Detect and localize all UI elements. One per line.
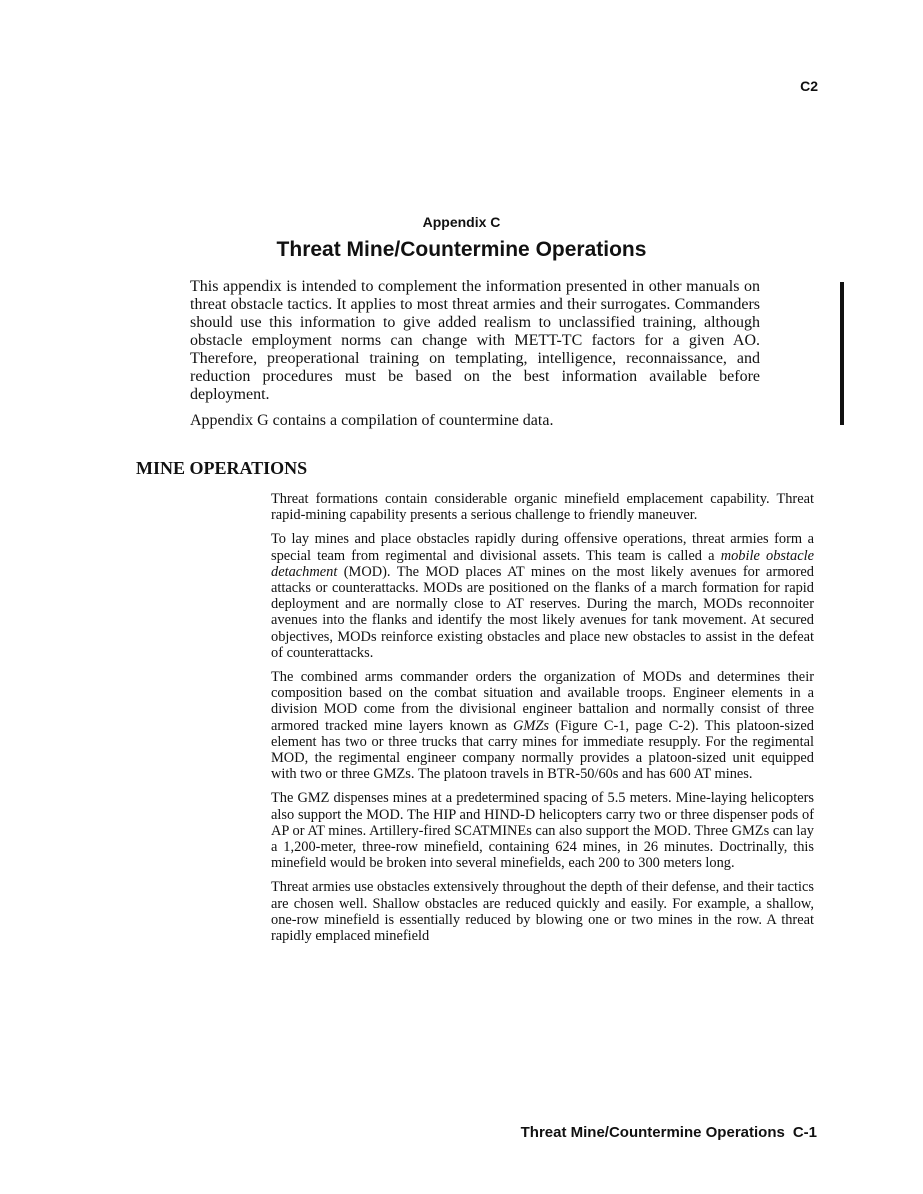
- body-paragraph: The GMZ dispenses mines at a predetermined spacing of 5.5 meters. Mine-laying helicopters also support the MOD. The HIP and HIND-D helicopters carry two or three dispenser pods of AP or AT mines. Artillery-fired SCATMINEs can also support the MOD. Three GMZs can lay a 1,200-meter, three-row minefield, containing 624 mines, in 26 minutes. Doctrinally, this minefield would be broken into several minefields, each 200 to 300 meters long.: [271, 790, 814, 872]
- page-title: Threat Mine/Countermine Operations: [276, 238, 647, 261]
- change-bar: [840, 282, 844, 425]
- section-heading: MINE OPERATIONS: [136, 458, 308, 478]
- page-footer: [521, 1124, 817, 1141]
- text-run: (Figure C-1, page C-2). This platoon-sized element has two or three trucks that carry mines for immediate resupply. For the regimental MOD, the regimental engineer company normally provides a platoon-sized unit equipped with two or three GMZs. The platoon travels in BTR-50/60s and has 600 AT mines.: [271, 717, 814, 783]
- italic-term: mobile obstacle detachment: [271, 547, 814, 580]
- text-run: The combined arms commander orders the organization of MODs and determines their composition based on the combat situation and available troops. Engineer elements in a division MOD come from the divisional engineer battalion and normally consist of three armored tracked mine layers known as: [271, 669, 814, 734]
- body-paragraph: Threat armies use obstacles extensively throughout the depth of their defense, and their tactics are chosen well. Shallow obstacles are reduced quickly and easily. For example, a shallow, one-row minefield is essentially reduced by blowing one or two mines in the row. A threat rapidly emplaced minefield: [271, 879, 814, 945]
- page-marker: C2: [800, 78, 818, 94]
- intro-paragraph: This appendix is intended to complement the information presented in other manuals on threat obstacle tactics. It applies to most threat armies and their surrogates. Commanders should use this information to give added realism to unclassified training, although obstacle employment norms can change with METT-TC factors for a given AO. Therefore, preoperational training on templating, intelligence, reconnaissance, and reduction procedures must be based on the best information available before deployment.: [190, 278, 760, 403]
- section-body: [271, 491, 814, 952]
- appendix-label: Appendix C: [422, 214, 501, 230]
- text-run: To lay mines and place obstacles rapidly during offensive operations, threat armies form a special team from regimental and divisional assets. This team is called a: [271, 531, 814, 564]
- text-run: (MOD). The MOD places AT mines on the most likely avenues for armored attacks or counterattacks. MODs are positioned on the flanks of a march formation for rapid deployment and are normally close to AT reserves. During the march, MODs reconnoiter avenues into the flanks and identify the most likely avenues for tank movement. At secured objectives, MODs reinforce existing obstacles and place new obstacles to assist in the defeat of counterattacks.: [271, 563, 814, 661]
- footer-page-number: C-1: [792, 1124, 817, 1141]
- intro-paragraph: Appendix G contains a compilation of countermine data.: [190, 412, 554, 429]
- italic-term: GMZs: [513, 717, 550, 734]
- intro-block: [190, 278, 760, 438]
- body-paragraph: [271, 531, 814, 661]
- body-paragraph: [271, 669, 814, 782]
- body-paragraph: Threat formations contain considerable organic minefield emplacement capability. Threat rapid-mining capability presents a serious challenge to friendly maneuver.: [271, 491, 814, 524]
- footer-title: Threat Mine/Countermine Operations: [520, 1124, 785, 1141]
